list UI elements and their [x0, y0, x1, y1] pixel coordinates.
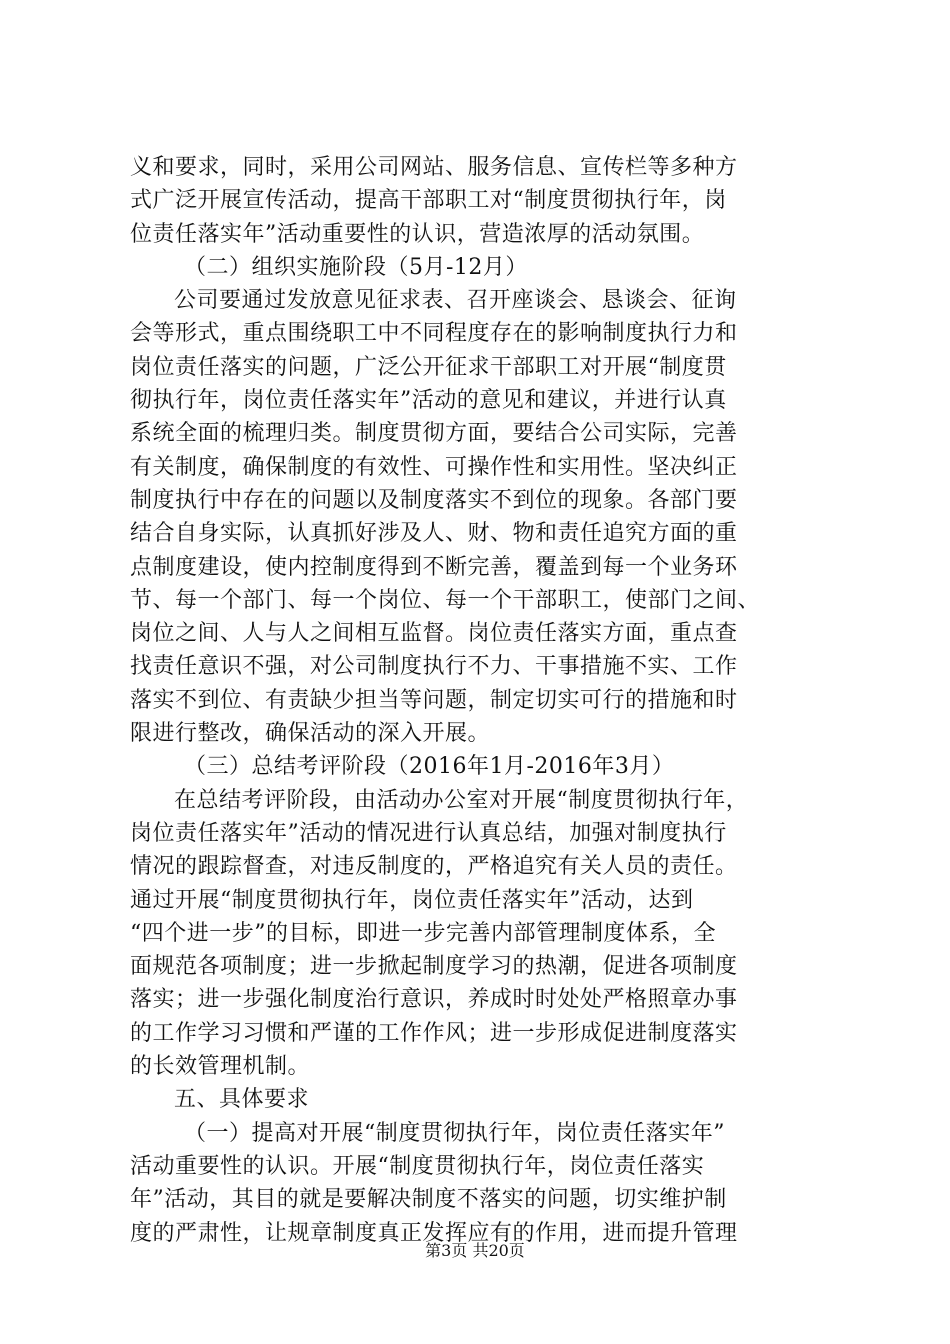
page-number-footer: 第3页 共20页: [425, 1241, 525, 1260]
text-line: 的长效管理机制。: [130, 1054, 311, 1080]
document-body: [130, 151, 830, 1250]
text-line: 结合自身实际，认真抓好涉及人、财、物和责任追究方面的重: [130, 521, 738, 547]
text-line: 落实不到位、有责缺少担当等问题，制定切实可行的措施和时: [130, 687, 738, 713]
text-line: 在总结考评阶段，由活动办公室对开展“制度贯彻执行年，: [174, 787, 749, 813]
text-line: 的工作学习习惯和严谨的工作作风；进一步形成促进制度落实: [130, 1020, 738, 1046]
text-line: 面规范各项制度；进一步掀起制度学习的热潮，促进各项制度: [130, 954, 738, 980]
text-line: 义和要求，同时，采用公司网站、服务信息、宣传栏等多种方: [130, 155, 738, 180]
section-heading: （二）组织实施阶段（5月-12月）: [184, 254, 528, 280]
text-line: 点制度建设，使内控制度得到不断完善，覆盖到每一个业务环: [130, 554, 738, 580]
text-line: 落实；进一步强化制度治行意识，养成时时处处严格照章办事: [130, 987, 738, 1013]
text-line: 节、每一个部门、每一个岗位、每一个干部职工，使部门之间、: [130, 587, 761, 613]
text-line: 岗位之间、人与人之间相互监督。岗位责任落实方面，重点查: [130, 621, 738, 647]
text-line: 情况的跟踪督查，对违反制度的，严格追究有关人员的责任。: [130, 854, 738, 880]
text-line: 度的严肃性，让规章制度真正发挥应有的作用，进而提升管理: [130, 1220, 738, 1246]
text-line: 位责任落实年”活动重要性的认识，营造浓厚的活动氛围。: [130, 221, 705, 247]
text-line: 限进行整改，确保活动的深入开展。: [130, 721, 491, 747]
text-line: 岗位责任落实的问题，广泛公开征求干部职工对开展“制度贯: [130, 354, 727, 380]
text-line: 会等形式，重点围绕职工中不同程度存在的影响制度执行力和: [130, 321, 738, 347]
text-line: 有关制度，确保制度的有效性、可操作性和实用性。坚决纠正: [130, 454, 738, 480]
text-line: 系统全面的梳理归类。制度贯彻方面，要结合公司实际，完善: [130, 421, 738, 447]
text-line: （一）提高对开展“制度贯彻执行年，岗位责任落实年”: [184, 1120, 725, 1146]
text-line: 岗位责任落实年”活动的情况进行认真总结，加强对制度执行: [130, 820, 727, 846]
text-line: 彻执行年，岗位责任落实年”活动的意见和建议，并进行认真: [130, 388, 727, 414]
section-heading: 五、具体要求: [174, 1087, 310, 1113]
text-line: 通过开展“制度贯彻执行年，岗位责任落实年”活动，达到: [130, 887, 694, 913]
section-heading: （三）总结考评阶段（2016年1月-2016年3月）: [184, 754, 675, 780]
text-line: 制度执行中存在的问题以及制度落实不到位的现象。各部门要: [130, 487, 738, 513]
text-line: 找责任意识不强，对公司制度执行不力、干事措施不实、工作: [130, 654, 738, 680]
text-line: 活动重要性的认识。开展“制度贯彻执行年，岗位责任落实: [130, 1153, 705, 1179]
text-line: “四个进一步”的目标，即进一步完善内部管理制度体系，全: [130, 920, 716, 946]
text-line: 年”活动，其目的就是要解决制度不落实的问题，切实维护制: [130, 1187, 727, 1213]
text-line: 公司要通过发放意见征求表、召开座谈会、恳谈会、征询: [174, 288, 737, 314]
text-line: 式广泛开展宣传活动，提高干部职工对“制度贯彻执行年，岗: [130, 188, 727, 214]
